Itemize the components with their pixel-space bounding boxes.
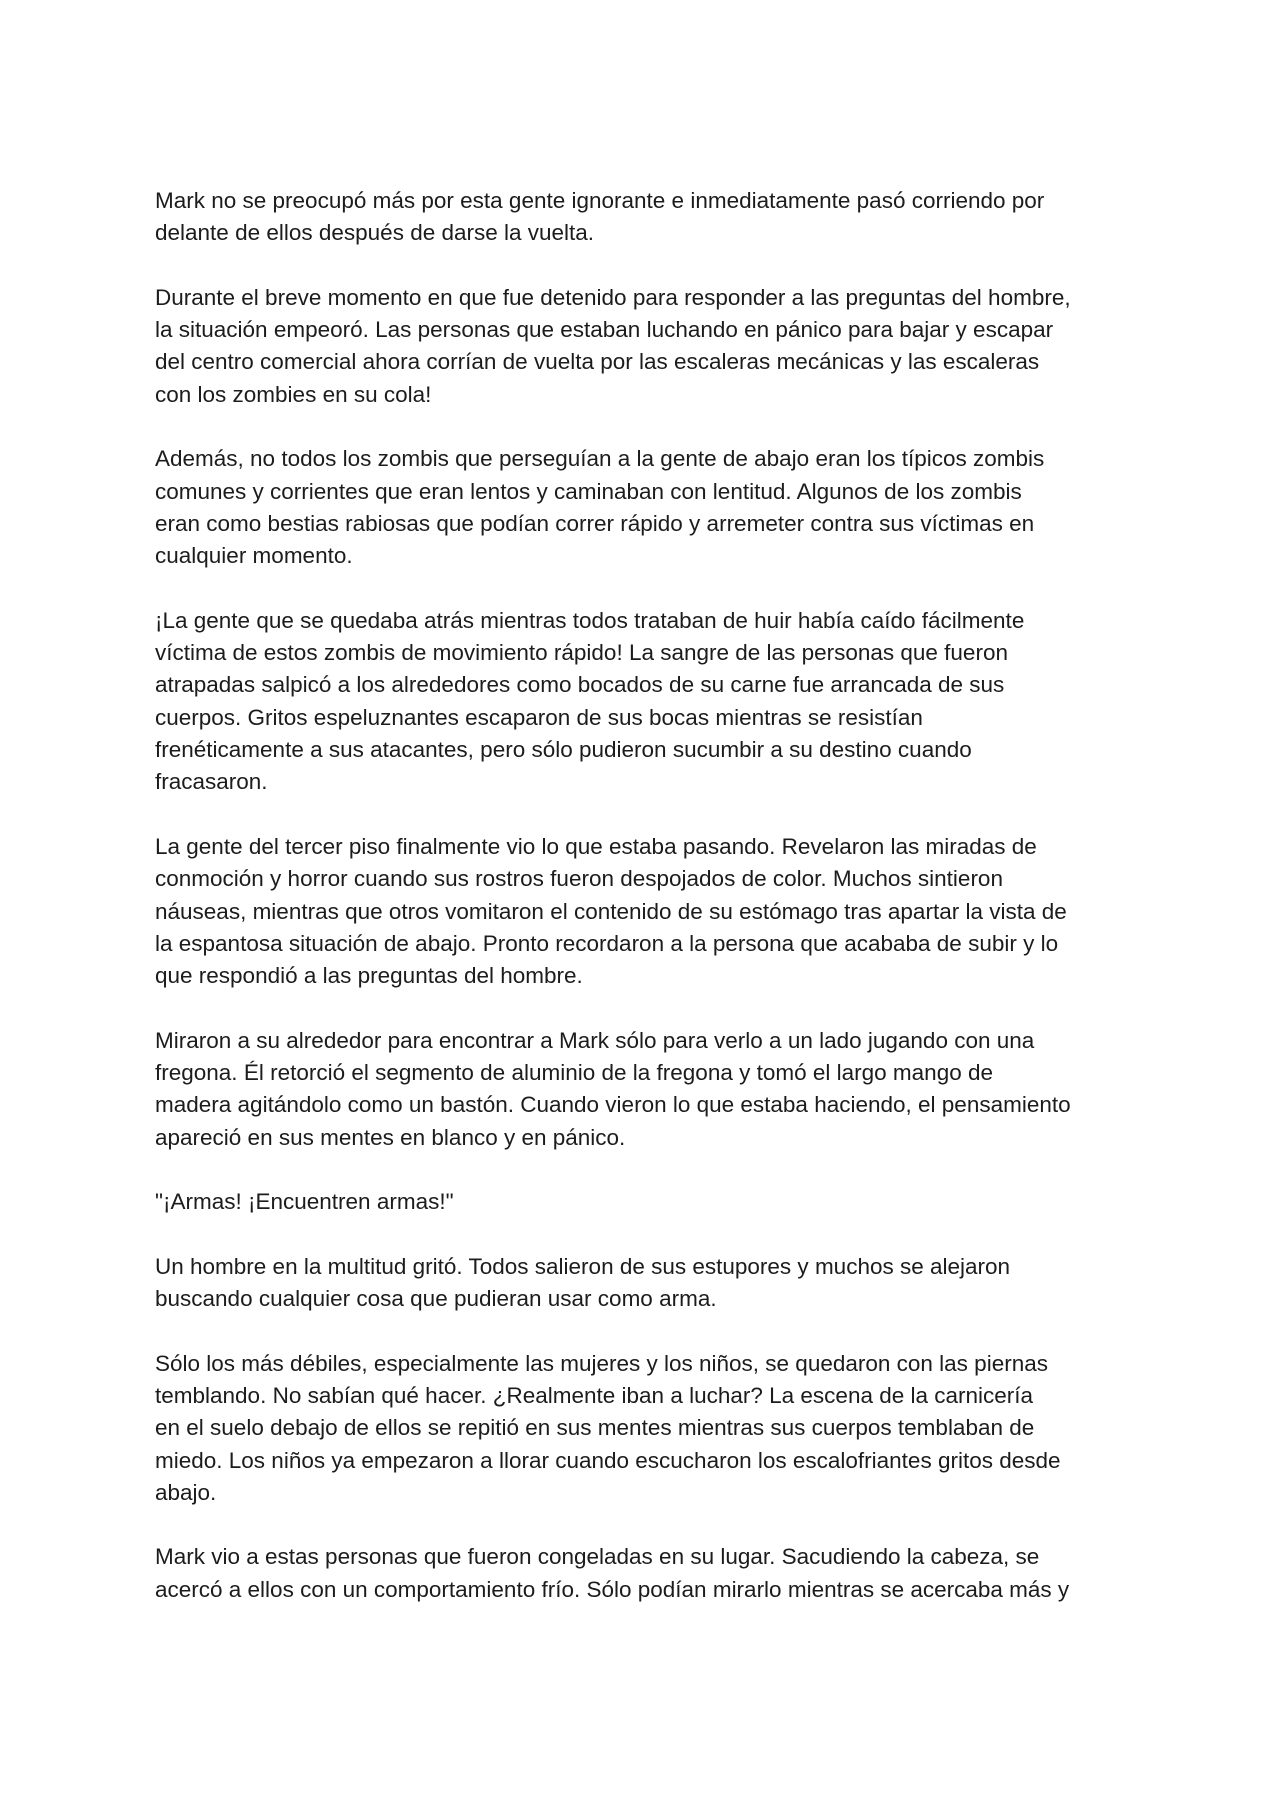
- paragraph-3: Además, no todos los zombis que perseguían a la gente de abajo eran los típicos zombis comunes y corrientes que eran lentos y caminaban con lentitud. Algunos de los zombis eran como bestias rabiosas que podían correr rápido y arremeter contra sus víctimas en cualquier momento.: [155, 446, 1045, 569]
- paragraph-8: Un hombre en la multitud gritó. Todos salieron de sus estupores y muchos se alejaron buscando cualquier cosa que pudieran usar como arma.: [155, 1253, 1011, 1312]
- paragraph-4: ¡La gente que se quedaba atrás mientras todos trataban de huir había caído fácilmente víctima de estos zombis de movimiento rápido! La sangre de las personas que fueron atrapadas salpicó a los alrededores como bocados de su carne fue arrancada de sus cuerpos. Gritos espeluznantes escaparon de sus bocas mientras se resistían frenéticamente a sus atacantes, pero sólo pudieron sucumbir a su destino cuando fracasaron.: [155, 607, 1025, 795]
- paragraph-2: Durante el breve momento en que fue detenido para responder a las preguntas del hombre, la situación empeoró. Las personas que estaban luchando en pánico para bajar y escapar del centro comercial ahora corrían de vuelta por las escaleras mecánicas y las escaleras con los zombies en su cola!: [155, 284, 1071, 407]
- paragraph-6: Miraron a su alrededor para encontrar a Mark sólo para verlo a un lado jugando con una fregona. Él retorció el segmento de aluminio de la fregona y tomó el largo mango de madera agitándolo como un bastón. Cuando vieron lo que estaba haciendo, el pensamiento apareció en sus mentes en blanco y en pánico.: [155, 1027, 1071, 1150]
- paragraph-1: Mark no se preocupó más por esta gente ignorante e inmediatamente pasó corriendo por delante de ellos después de darse la vuelta.: [155, 188, 1045, 246]
- paragraph-10: Mark vio a estas personas que fueron congeladas en su lugar. Sacudiendo la cabeza, se acercó a ellos con un comportamiento frío. Sólo podían mirarlo mientras se acercaba más y: [155, 1544, 1070, 1602]
- paragraph-7: "¡Armas! ¡Encuentren armas!": [155, 1189, 454, 1215]
- document-body: [155, 185, 1155, 1606]
- paragraph-5: La gente del tercer piso finalmente vio lo que estaba pasando. Revelaron las miradas de conmoción y horror cuando sus rostros fueron despojados de color. Muchos sintieron náuseas, mientras que otros vomitaron el contenido de su estómago tras apartar la vista de la espantosa situación de abajo. Pronto recordaron a la persona que acababa de subir y lo que respondió a las preguntas del hombre.: [155, 833, 1067, 989]
- paragraph-9: Sólo los más débiles, especialmente las mujeres y los niños, se quedaron con las piernas temblando. No sabían qué hacer. ¿Realmente iban a luchar? La escena de la carnicería en el suelo debajo de ellos se repitió en sus mentes mientras sus cuerpos temblaban de miedo. Los niños ya empezaron a llorar cuando escucharon los escalofriantes gritos desde abajo.: [155, 1350, 1061, 1505]
